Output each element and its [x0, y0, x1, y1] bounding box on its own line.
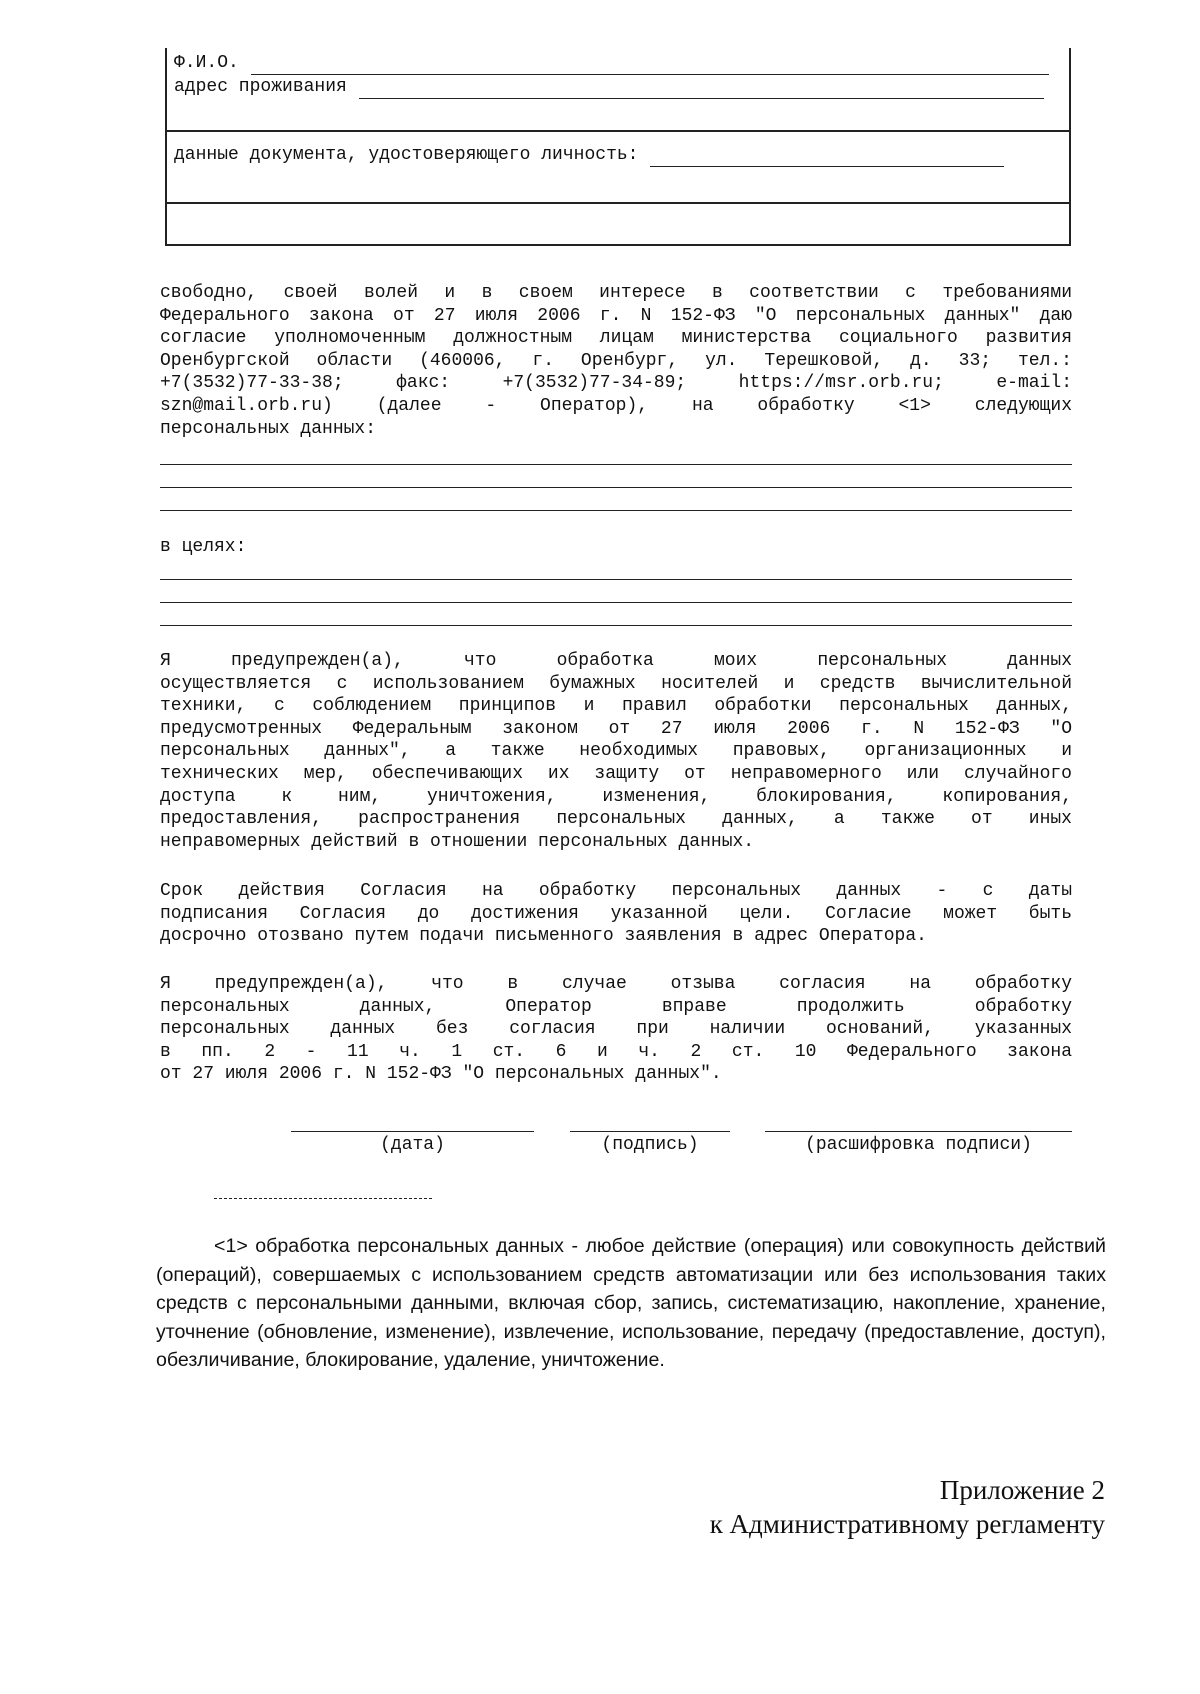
- box-divider: [167, 202, 1069, 204]
- personal-info-box: [165, 48, 1071, 246]
- text-line: Срок действия Согласия на обработку персональных данных - с даты: [160, 881, 1072, 901]
- text-line: Оренбургской области (460006, г. Оренбург, ул. Терешковой, д. 33; тел.:: [160, 350, 1072, 371]
- id-doc-field[interactable]: [650, 150, 1004, 167]
- id-doc-row: [174, 144, 1004, 167]
- box-bottom-border: [167, 244, 1069, 246]
- fio-field[interactable]: [251, 58, 1049, 75]
- personal-data-line[interactable]: [160, 487, 1072, 488]
- text-line: техники, с соблюдением принципов и правил обработки персональных данных,: [160, 696, 1072, 717]
- withdrawal-warning-paragraph: [160, 973, 1072, 1086]
- term-paragraph: [160, 880, 1072, 948]
- footnote-separator: [214, 1198, 432, 1199]
- text-line: Федерального закона от 27 июля 2006 г. N 152-ФЗ "О персональных данных" даю: [160, 305, 1072, 326]
- date-line[interactable]: [291, 1131, 534, 1132]
- signature-decoding-line[interactable]: [765, 1131, 1072, 1132]
- text-line: Я предупрежден(а), что в случае отзыва согласия на обработку: [160, 974, 1072, 994]
- text-line: Я предупрежден(а), что обработка моих персональных данных: [160, 651, 1072, 671]
- box-divider: [167, 130, 1069, 132]
- text-line: в пп. 2 - 11 ч. 1 ст. 6 и ч. 2 ст. 10 Федерального закона: [160, 1041, 1072, 1062]
- signature-caption: (подпись): [601, 1135, 699, 1155]
- consent-paragraph: [160, 282, 1072, 440]
- text-line: согласие уполномоченным должностным лицам министерства социального развития: [160, 328, 1072, 349]
- signature-decoding-caption: (расшифровка подписи): [805, 1135, 1032, 1155]
- text-line: персональных данных, Оператор вправе продолжить обработку: [160, 996, 1072, 1017]
- appendix-subtitle: к Административному регламенту: [709, 1509, 1105, 1539]
- appendix-title: Приложение 2: [939, 1475, 1105, 1505]
- personal-data-line[interactable]: [160, 464, 1072, 465]
- goals-line[interactable]: [160, 579, 1072, 580]
- date-caption: (дата): [380, 1135, 445, 1155]
- address-label: адрес проживания: [174, 77, 347, 97]
- text-line: предоставления, распространения персональных данных, а также от иных: [160, 809, 1072, 830]
- text-line: технических мер, обеспечивающих их защиту от неправомерного или случайного: [160, 763, 1072, 784]
- fio-row: [174, 52, 1049, 75]
- text-line: персональных данных", а также необходимых правовых, организационных и: [160, 741, 1072, 762]
- signature-line[interactable]: [570, 1131, 730, 1132]
- text-line: предусмотренных Федеральным законом от 27 июля 2006 г. N 152-ФЗ "О: [160, 718, 1072, 739]
- text-line: подписания Согласия до достижения указанной цели. Согласие может быть: [160, 903, 1072, 924]
- personal-data-line[interactable]: [160, 510, 1072, 511]
- text-line: от 27 июля 2006 г. N 152-ФЗ "О персональных данных".: [160, 1064, 722, 1085]
- text-line: +7(3532)77-33-38; факс: +7(3532)77-34-89; https://msr.orb.ru; e-mail:: [160, 373, 1072, 394]
- address-row: [174, 76, 1044, 99]
- text-line: неправомерных действий в отношении персональных данных.: [160, 831, 755, 852]
- text-line: доступа к ним, уничтожения, изменения, блокирования, копирования,: [160, 786, 1072, 807]
- address-field[interactable]: [359, 82, 1044, 99]
- text-line: свободно, своей волей и в своем интересе в соответствии с требованиями: [160, 283, 1072, 303]
- fio-label: Ф.И.О.: [174, 53, 239, 73]
- processing-warning-paragraph: [160, 650, 1072, 853]
- text-line: персональных данных без согласия при наличии оснований, указанных: [160, 1019, 1072, 1040]
- goals-line[interactable]: [160, 625, 1072, 626]
- text-line: осуществляется с использованием бумажных носителей и средств вычислительной: [160, 673, 1072, 694]
- id-doc-label: данные документа, удостоверяющего личность:: [174, 145, 639, 165]
- goals-line[interactable]: [160, 602, 1072, 603]
- text-line: персональных данных:: [160, 418, 377, 439]
- text-line: szn@mail.orb.ru) (далее - Оператор), на обработку <1> следующих: [160, 395, 1072, 416]
- footnote: <1> обработка персональных данных - любое действие (операция) или совокупность действий (операций), совершаемых с использованием средств автоматизации или без использования таких средств с персональными данными, включая сбор, запись, систематизацию, накопление, хранение, уточнение (обновление, изменение), извлечение, использование, передачу (предоставление, доступ), обезличивание, блокирование, удаление, уничтожение.: [156, 1235, 1106, 1371]
- text-line: досрочно отозвано путем подачи письменного заявления в адрес Оператора.: [160, 926, 927, 947]
- goals-label: в целях:: [160, 537, 247, 557]
